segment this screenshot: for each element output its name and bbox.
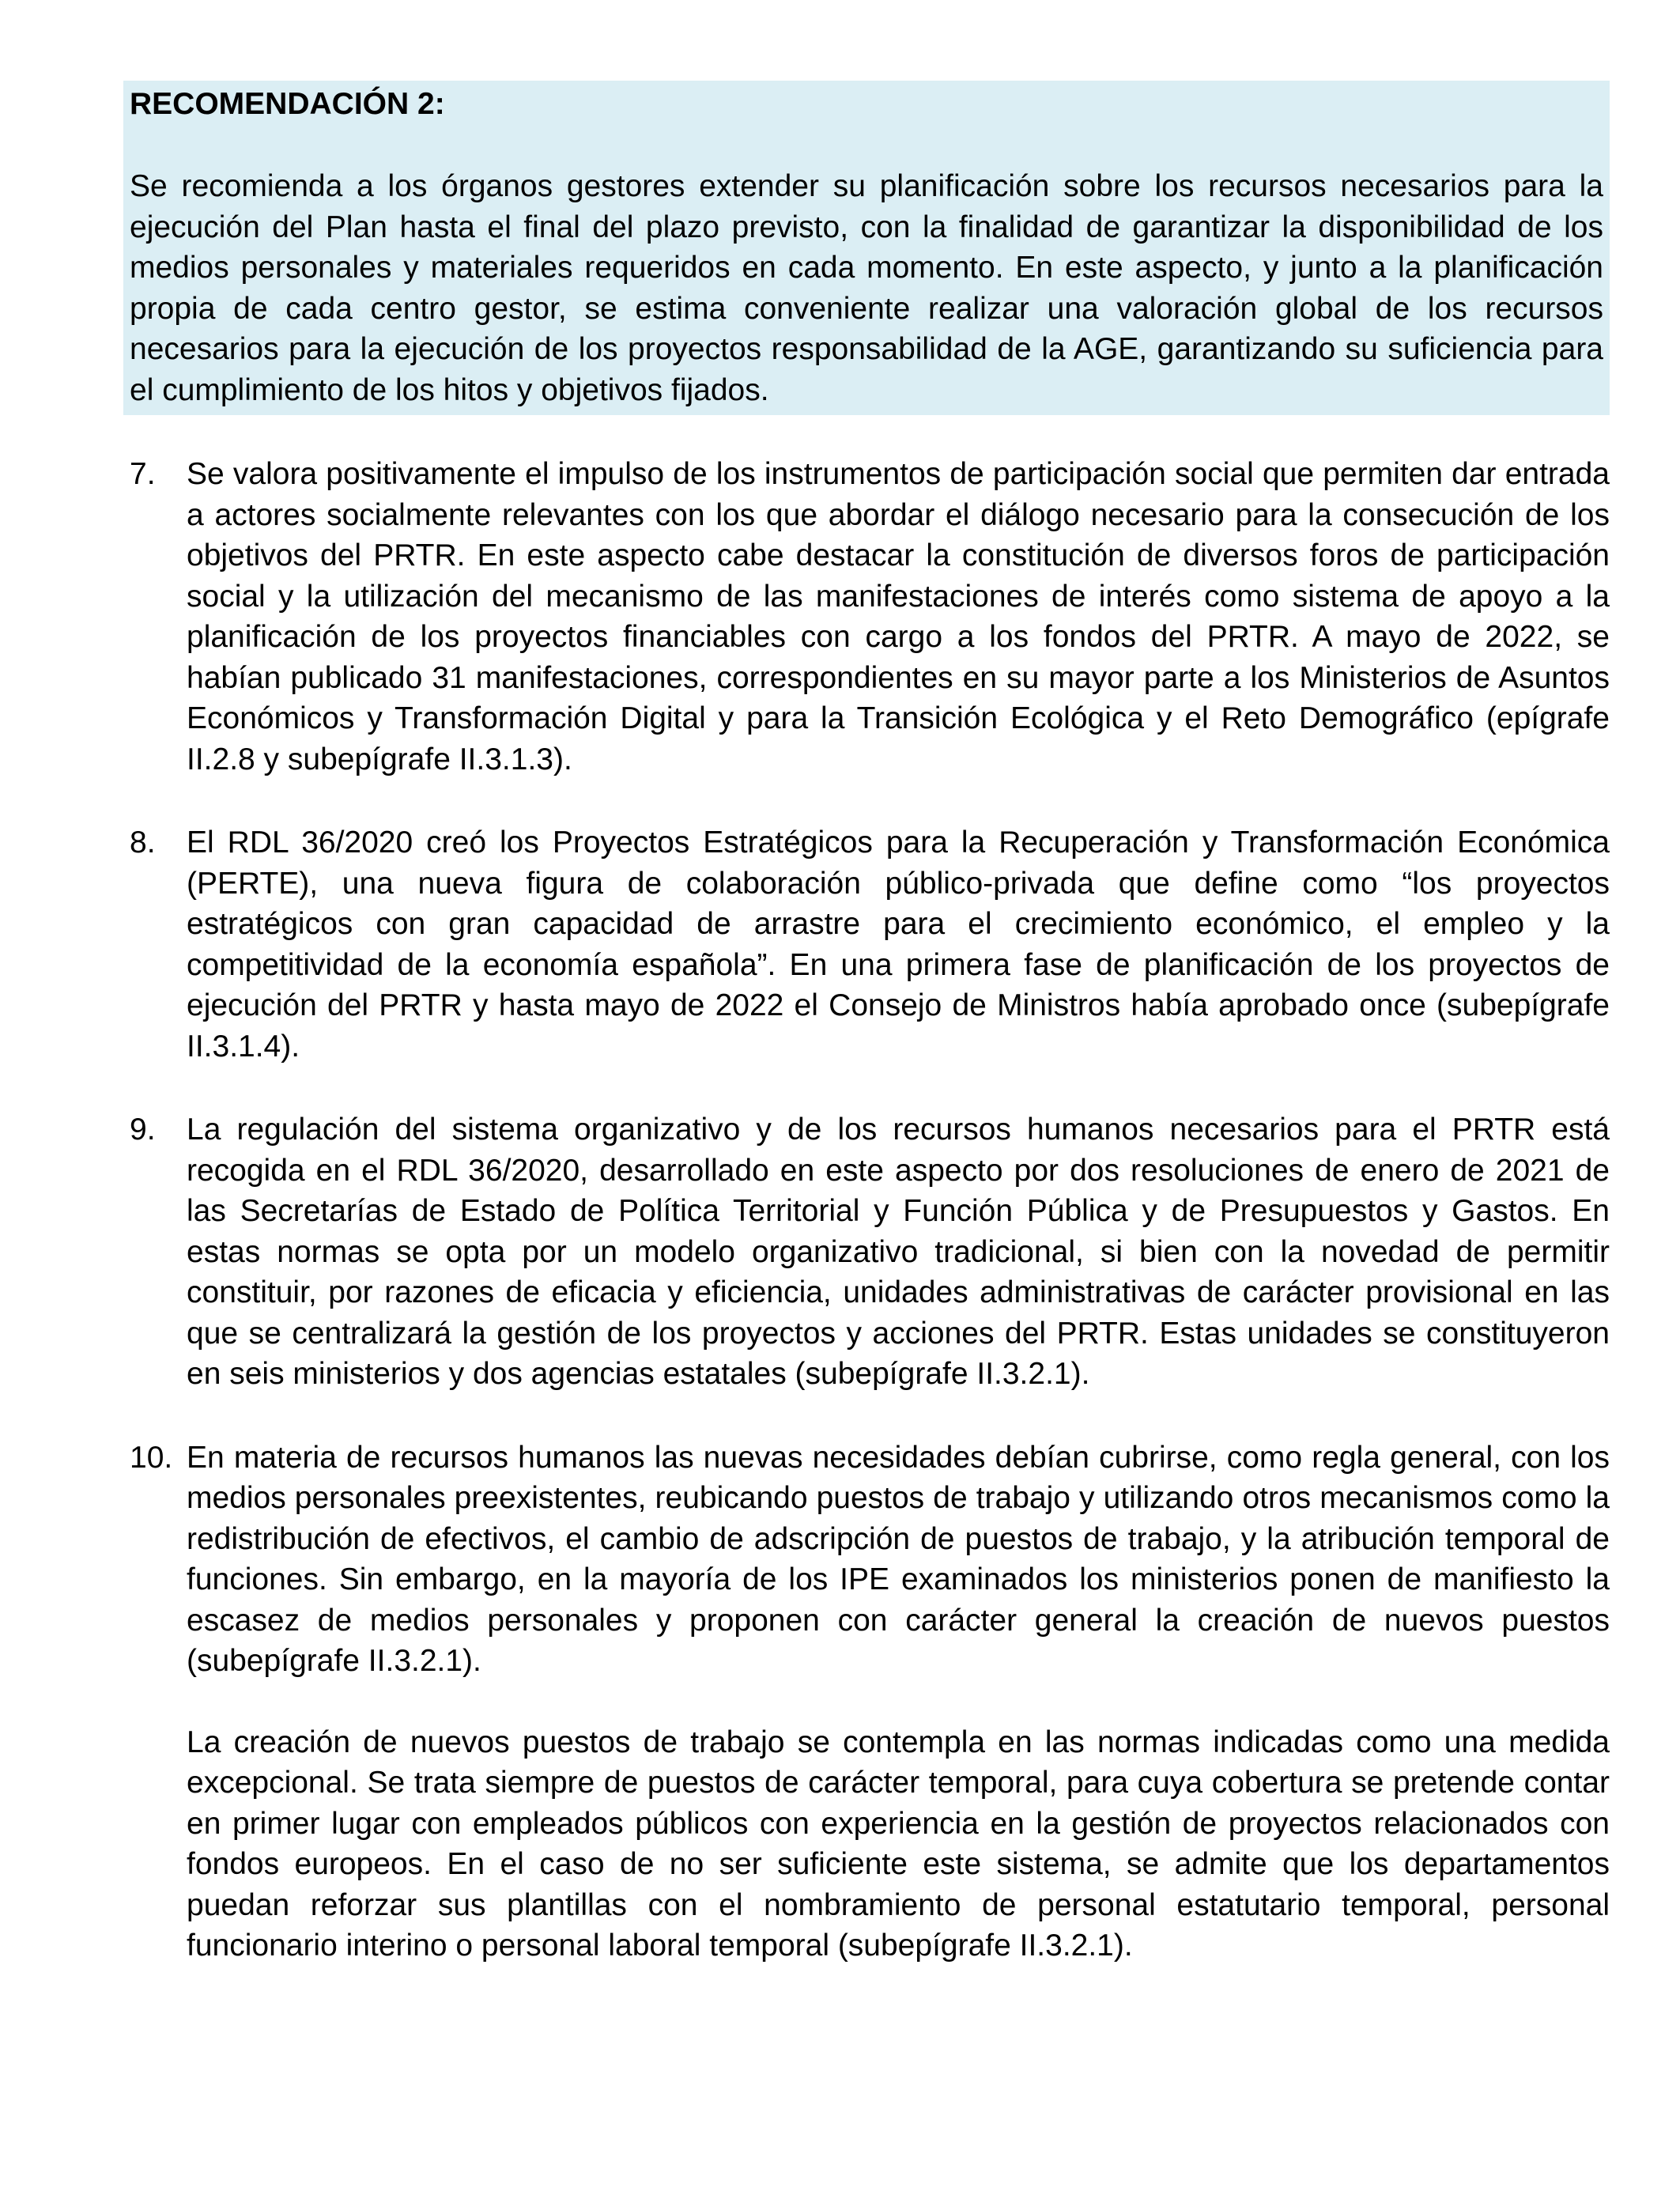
item-paragraph: En materia de recursos humanos las nuevas necesidades debían cubrirse, como regla general, con los medios personales preexistentes, reubicando puestos de trabajo y utilizando otros mecanismos como la redistribución de efectivos, el cambio de adscripción de puestos de trabajo, y la atribución temporal de funciones. Sin embargo, en la mayoría de los IPE examinados los ministerios ponen de manifiesto la escasez de medios personales y proponen con carácter general la creación de nuevos puestos (subepígrafe II.3.2.1). bbox=[187, 1440, 1610, 1678]
list-item-10 bbox=[123, 1438, 1610, 1966]
item-number: 9. bbox=[130, 1113, 156, 1147]
item-paragraph: La regulación del sistema organizativo y de los recursos humanos necesarios para el PRTR está recogida en el RDL 36/2020, desarrollado en este aspecto por dos resoluciones de enero de 2021 de las Secretarías de Estado de Política Territorial y Función Pública y de Presupuestos y Gastos. En estas normas se opta por un modelo organizativo tradicional, si bien con la novedad de permitir constituir, por razones de eficacia y eficiencia, unidades administrativas de carácter provisional en las que se centralizará la gestión de los proyectos y acciones del PRTR. Estas unidades se constituyeron en seis ministerios y dos agencias estatales (subepígrafe II.3.2.1). bbox=[187, 1113, 1610, 1391]
list-item-7 bbox=[123, 454, 1610, 780]
item-number: 8. bbox=[130, 825, 156, 859]
numbered-list bbox=[123, 454, 1610, 1966]
list-item-9 bbox=[123, 1109, 1610, 1395]
item-paragraph: La creación de nuevos puestos de trabajo se contempla en las normas indicadas como una medida excepcional. Se trata siempre de puestos de carácter temporal, para cuya cobertura se pretende contar en primer lugar con empleados públicos con experiencia en la gestión de proyectos relacionados con fondos europeos. En el caso de no ser suficiente este sistema, se admite que los departamentos puedan reforzar sus plantillas con el nombramiento de personal estatutario temporal, personal funcionario interino o personal laboral temporal (subepígrafe II.3.2.1). bbox=[187, 1725, 1610, 1963]
list-item-8 bbox=[123, 822, 1610, 1067]
item-paragraph: Se valora positivamente el impulso de los instrumentos de participación social que permiten dar entrada a actores socialmente relevantes con los que abordar el diálogo necesario para la consecución de los objetivos del PRTR. En este aspecto cabe destacar la constitución de diversos foros de participación social y la utilización del mecanismo de las manifestaciones de interés como sistema de apoyo a la planificación de los proyectos financiables con cargo a los fondos del PRTR. A mayo de 2022, se habían publicado 31 manifestaciones, correspondientes en su mayor parte a los Ministerios de Asuntos Económicos y Transformación Digital y para la Transición Ecológica y el Reto Demográfico (epígrafe II.2.8 y subepígrafe II.3.1.3). bbox=[187, 457, 1610, 776]
recommendation-text: Se recomienda a los órganos gestores extender su planificación sobre los recursos necesarios para la ejecución del Plan hasta el final del plazo previsto, con la finalidad de garantizar la disponibilidad de los medios personales y materiales requeridos en cada momento. En este aspecto, y junto a la planificación propia de cada centro gestor, se estima conveniente realizar una valoración global de los recursos necesarios para la ejecución de los proyectos responsabilidad de la AGE, garantizando su suficiencia para el cumplimiento de los hitos y objetivos fijados. bbox=[130, 169, 1603, 407]
item-number: 7. bbox=[130, 457, 156, 491]
recommendation-box bbox=[123, 81, 1610, 415]
item-number: 10. bbox=[130, 1440, 173, 1475]
document-page bbox=[123, 81, 1610, 2009]
recommendation-title: RECOMENDACIÓN 2: bbox=[130, 87, 445, 121]
item-paragraph: El RDL 36/2020 creó los Proyectos Estratégicos para la Recuperación y Transformación Económica (PERTE), una nueva figura de colaboración público-privada que define como “los proyectos estratégicos con gran capacidad de arrastre para el crecimiento económico, el empleo y la competitividad de la economía española”. En una primera fase de planificación de los proyectos de ejecución del PRTR y hasta mayo de 2022 el Consejo de Ministros había aprobado once (subepígrafe II.3.1.4). bbox=[187, 825, 1610, 1063]
